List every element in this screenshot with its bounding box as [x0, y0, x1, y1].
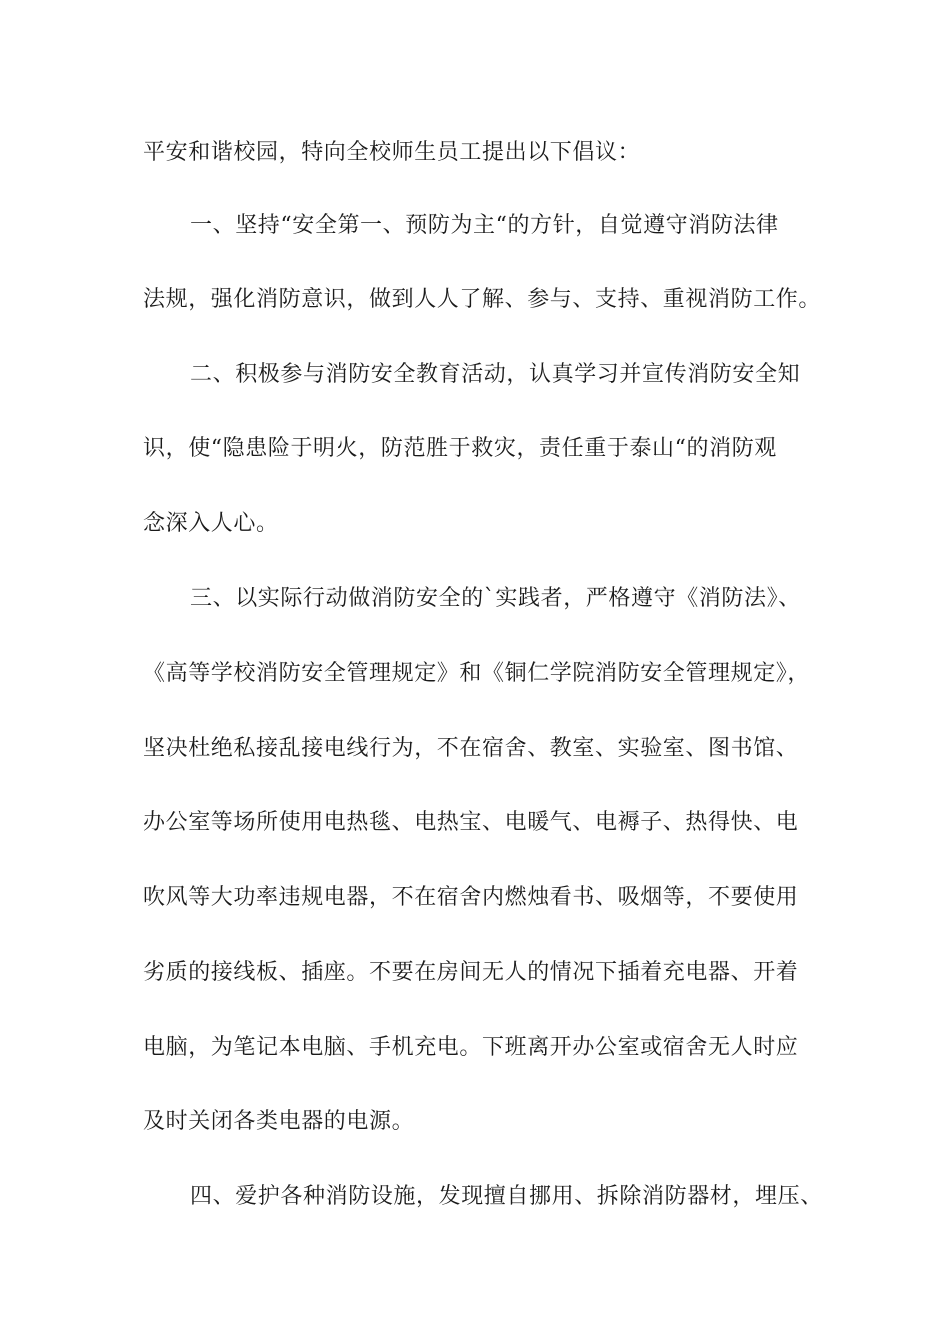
text-line: 电脑，为笔记本电脑、手机充电。下班离开办公室或宿舍无人时应 — [143, 1035, 799, 1060]
text-line: 办公室等场所使用电热毯、电热宝、电暖气、电褥子、热得快、电 — [143, 810, 799, 835]
text-line: 一、坚持“安全第一、预防为主“的方针，自觉遵守消防法律 — [190, 213, 779, 238]
text-line: 平安和谐校园，特向全校师生员工提出以下倡议： — [143, 140, 641, 165]
text-line: 二、积极参与消防安全教育活动，认真学习并宣传消防安全知 — [190, 362, 801, 387]
text-line: 坚决杜绝私接乱接电线行为，不在宿舍、教室、实验室、图书馆、 — [143, 736, 799, 761]
text-line: 识，使“隐患险于明火，防范胜于救灾，责任重于泰山“的消防观 — [143, 436, 777, 461]
text-line: 劣质的接线板、插座。不要在房间无人的情况下插着充电器、开着 — [143, 960, 799, 985]
text-line: 吹风等大功率违规电器，不在宿舍内燃烛看书、吸烟等，不要使用 — [143, 885, 799, 910]
text-line: 及时关闭各类电器的电源。 — [143, 1109, 415, 1134]
text-line: 《高等学校消防安全管理规定》和《铜仁学院消防安全管理规定》， — [143, 661, 811, 686]
text-line: 念深入人心。 — [143, 511, 279, 536]
text-line: 三、以实际行动做消防安全的`实践者，严格遵守《消防法》、 — [190, 586, 801, 611]
text-line: 法规，强化消防意识，做到人人了解、参与、支持、重视消防工作。 — [143, 287, 822, 312]
text-line: 四、爱护各种消防设施，发现擅自挪用、拆除消防器材，埋压、 — [190, 1184, 823, 1209]
